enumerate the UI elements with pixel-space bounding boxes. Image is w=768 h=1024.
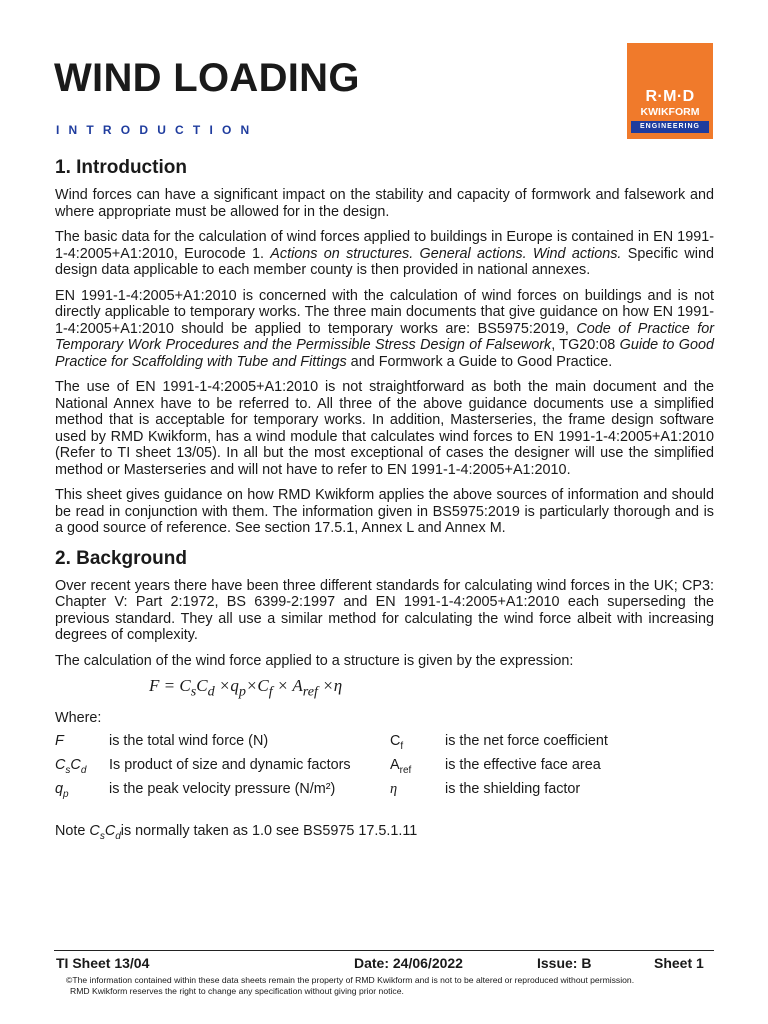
document-title-italic: Actions on structures. General actions. Wind actions. <box>270 245 622 262</box>
wind-force-formula: $F = C_sC_d \times q_p\times C_f \times A_{ref} \times\eta$ <box>149 676 343 700</box>
section-heading-background: 2. Background <box>55 547 187 569</box>
paragraph-text: The basic data for the calculation of wind forces applied to buildings in Europe is contained in EN 1991-1-4:2005+A1:2010, Eurocode 1. <box>55 229 714 262</box>
section-heading-introduction: 1. Introduction <box>55 157 187 178</box>
footer-issue: Issue: B <box>537 955 592 971</box>
symbol-CsCd: $C_sC_d$ <box>55 756 87 776</box>
symbol-eta: η <box>390 780 398 797</box>
copyright-notice <box>66 975 726 996</box>
paragraph <box>55 187 714 220</box>
copyright-line: RMD Kwikform reserves the right to change any specification without giving prior notice. <box>70 985 404 996</box>
document-title-italic: Code of Practice for Temporary Work Procedures and the Permissible Stress Design of Falsework <box>55 320 715 353</box>
variable-description: is the peak velocity pressure (N/m²) <box>109 780 336 797</box>
paragraph-text: The use of EN 1991-1-4:2005+A1:2010 is not straightforward as both the main document and the National Annex have to be referred to. All three of the above guidance documents use a simplified method that is acceptable for temporary works. In addition, Masterseries, the frame design software used by RMD Kwikform, has a wind module that calculates wind forces to EN 1991-1-4:2005+A1:2010 (Refer to TI sheet 13/05). In all but the most exceptional of cases the designer will use the simplified method or Masterseries and will not have to refer to EN 1991-1-4:2005+A1:2010. <box>55 379 714 478</box>
variable-description: is the shielding factor <box>445 780 581 797</box>
paragraph <box>55 653 714 670</box>
paragraph-text: The calculation of the wind force applied to a structure is given by the expression: <box>55 652 574 669</box>
paragraph-text: EN 1991-1-4:2005+A1:2010 is concerned with the calculation of wind forces on buildings and is not directly applicable to temporary works. The three main documents that give guidance on how EN 1991-1-4:2005+A1:2010 should be applied to temporary works are: BS5975:2019, <box>55 287 714 337</box>
paragraph-text: and Formwork a Guide to Good Practice. <box>346 353 613 370</box>
logo-engineering-text: ENGINEERING <box>631 121 709 133</box>
paragraph-text: Over recent years there have been three different standards for calculating wind forces in the UK; CP3: Chapter V: Part 2:1972, BS 6399-2:1997 and EN 1991-1-4:2005+A1:2010 each superseding the previous standard. They all use a similar method for calculating the wind force albeit with increasing degrees of complexity. <box>55 577 714 643</box>
symbol-Cf: $C_f$ <box>390 732 404 752</box>
footer-date: Date: 24/06/2022 <box>354 955 463 971</box>
page-subtitle: INTRODUCTION <box>56 123 259 137</box>
note <box>55 823 714 845</box>
variable-row <box>55 757 608 781</box>
paragraph <box>55 288 714 371</box>
variable-row <box>55 781 608 805</box>
note-label: Note <box>55 822 90 839</box>
variable-description: is the effective face area <box>445 756 601 773</box>
where-label: Where: <box>55 710 102 726</box>
rmd-kwikform-logo <box>627 43 713 139</box>
paragraph-text: This sheet gives guidance on how RMD Kwikform applies the above sources of information and should be read in conjunction with them. The information given in BS5975:2019 is particularly thorough and is a good source of reference. See section 17.5.1, Annex L and Annex M. <box>55 487 714 536</box>
note-text: is normally taken as 1.0 see BS5975 17.5.1.11 <box>120 822 418 839</box>
symbol-F: F <box>55 732 64 749</box>
paragraph <box>55 379 714 478</box>
paragraph-text: Specific wind design data applicable to each member county is then provided in national annexes. <box>55 245 714 278</box>
document-body <box>55 157 714 845</box>
variable-row <box>55 733 608 757</box>
variable-description: is the total wind force (N) <box>109 732 269 749</box>
variable-description: Is product of size and dynamic factors <box>109 756 351 773</box>
symbol-CsCd: $C_sC_d$ <box>89 822 121 842</box>
copyright-text: The information contained within these data sheets remain the property of RMD Kwikform and is not to be altered or reproduced without permission. <box>72 975 635 985</box>
paragraph <box>55 578 714 644</box>
footer-sheet-number: Sheet 1 <box>654 955 704 971</box>
copyright-line <box>66 975 726 986</box>
paragraph <box>55 229 714 279</box>
paragraph <box>55 487 714 537</box>
page-title: WIND LOADING <box>54 56 360 100</box>
variable-definitions <box>55 733 608 805</box>
paragraph-text: , TG20:08 <box>551 337 620 353</box>
paragraph-text: Wind forces can have a significant impact on the stability and capacity of formwork and falsework and where appropriate must be allowed for in the design. <box>55 187 714 220</box>
footer-divider <box>54 950 714 951</box>
logo-kwikform-text: KWIKFORM <box>640 106 700 118</box>
variable-description: is the net force coefficient <box>445 732 608 749</box>
document-title-italic: Guide to Good Practice for Scaffolding with Tube and Fittings <box>55 337 715 370</box>
symbol-Aref: $A_{ref}$ <box>390 756 412 776</box>
footer-sheet-ref: TI Sheet 13/04 <box>56 955 150 971</box>
copyright-icon: © <box>66 975 73 985</box>
symbol-qp: $q_p$ <box>55 780 69 800</box>
logo-rmd-text: R·M·D <box>645 88 695 105</box>
